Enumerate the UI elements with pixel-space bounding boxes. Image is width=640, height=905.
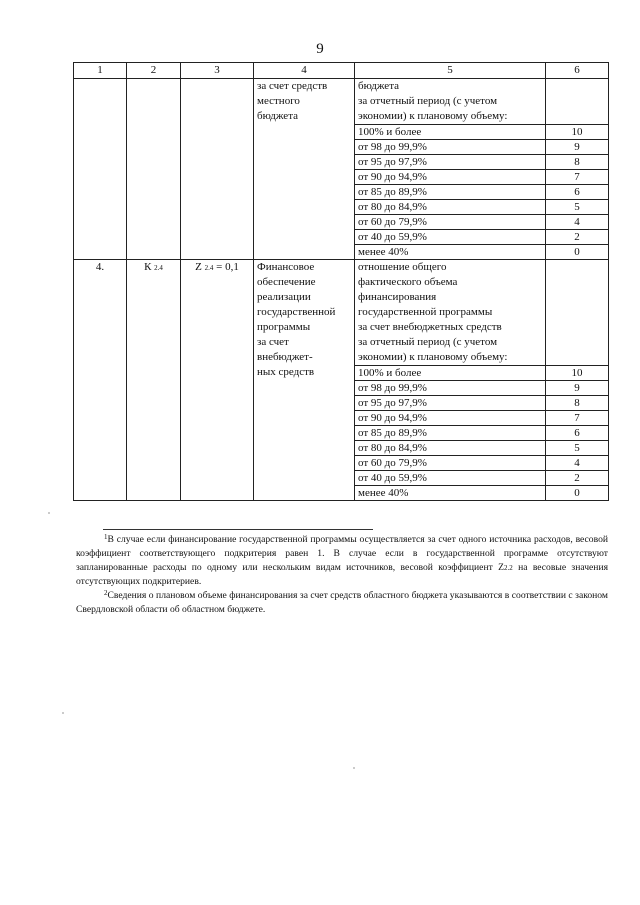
footnote-2-text: Сведения о плановом объеме финансирования за счет средств областного бюджета указываются в соответствии с законом Свердловской области об областном бюджете.	[76, 590, 608, 615]
criterion-name-line: обеспечение	[257, 276, 316, 288]
cell-description	[355, 79, 546, 125]
cell-weight	[181, 260, 254, 501]
cell-number: 4.	[74, 260, 127, 501]
column-header: 3	[181, 63, 254, 79]
footnote-1-marker: 1	[104, 533, 108, 541]
criterion-name-line: реализации	[257, 291, 311, 303]
range-label: от 90 до 94,9%	[355, 170, 546, 185]
footnote-1-text-b: на весовые значения отсутствующих подкритериев.	[76, 562, 608, 587]
range-label: от 80 до 84,9%	[355, 200, 546, 215]
cell-score-empty	[546, 79, 609, 125]
range-score: 9	[546, 381, 609, 396]
criteria-table	[73, 62, 609, 501]
footnote-1-text-a: В случае если финансирование государственной программы осуществляется за счет одного источника расходов, весовой коэффициент соответствующего подкритерия равен 1. В случае если в государственной программе отсутствуют запланированные расходы по одному или нескольким видам источников, весовой коэффициент Z	[76, 534, 608, 573]
weight-main: Z	[195, 261, 202, 273]
code-main: К	[144, 261, 152, 273]
cell-criterion-code	[127, 79, 181, 260]
range-score: 7	[546, 411, 609, 426]
range-score: 8	[546, 396, 609, 411]
criterion-name-line: внебюджет-	[257, 351, 313, 363]
cell-description	[355, 260, 546, 366]
range-label: от 98 до 99,9%	[355, 381, 546, 396]
range-score: 0	[546, 245, 609, 260]
table-row	[74, 260, 609, 366]
range-label: от 80 до 84,9%	[355, 441, 546, 456]
footnote-1	[76, 533, 608, 589]
page-number: 9	[316, 41, 324, 57]
table-row	[74, 79, 609, 125]
criterion-name-line: за счет	[257, 336, 289, 348]
range-label: от 98 до 99,9%	[355, 140, 546, 155]
range-score: 5	[546, 200, 609, 215]
cell-weight	[181, 79, 254, 260]
scan-speck	[62, 712, 64, 714]
scan-speck	[48, 512, 50, 514]
column-header: 5	[355, 63, 546, 79]
weight-value: = 0,1	[216, 261, 239, 273]
cell-score-empty	[546, 260, 609, 366]
range-score: 2	[546, 230, 609, 245]
column-header: 4	[254, 63, 355, 79]
code-subscript: 2.4	[154, 264, 163, 272]
footnote-separator	[103, 529, 373, 530]
range-score: 2	[546, 471, 609, 486]
range-label: от 85 до 89,9%	[355, 426, 546, 441]
cell-criterion-name	[254, 79, 355, 260]
range-label: от 95 до 97,9%	[355, 396, 546, 411]
criterion-name-line: программы	[257, 321, 311, 333]
cell-criterion-name	[254, 260, 355, 501]
footnote-2	[76, 589, 608, 617]
description-line: за счет внебюджетных средств	[358, 321, 502, 333]
range-score: 8	[546, 155, 609, 170]
description-line: за отчетный период (с учетом	[358, 95, 498, 107]
range-label: от 90 до 94,9%	[355, 411, 546, 426]
criterion-name-line: государственной	[257, 306, 336, 318]
cell-number	[74, 79, 127, 260]
description-line: экономии) к плановому объему:	[358, 351, 508, 363]
range-score: 0	[546, 486, 609, 501]
table-header-row	[74, 63, 609, 79]
criterion-name-line: ных средств	[257, 366, 315, 378]
column-header: 1	[74, 63, 127, 79]
range-score: 9	[546, 140, 609, 155]
range-score: 5	[546, 441, 609, 456]
range-label: от 85 до 89,9%	[355, 185, 546, 200]
range-score: 4	[546, 456, 609, 471]
range-label: менее 40%	[355, 245, 546, 260]
description-line: экономии) к плановому объему:	[358, 110, 508, 122]
footnote-1-subscript: 2.2	[503, 564, 513, 572]
range-label: от 60 до 79,9%	[355, 215, 546, 230]
footnotes	[76, 533, 608, 617]
description-line: финансирования	[358, 291, 437, 303]
description-line: отношение общего	[358, 261, 447, 273]
range-label: от 40 до 59,9%	[355, 471, 546, 486]
range-score: 6	[546, 426, 609, 441]
range-score: 10	[546, 366, 609, 381]
range-label: 100% и более	[355, 125, 546, 140]
range-label: менее 40%	[355, 486, 546, 501]
footnote-2-marker: 2	[104, 589, 108, 597]
column-header: 6	[546, 63, 609, 79]
range-score: 6	[546, 185, 609, 200]
range-label: от 60 до 79,9%	[355, 456, 546, 471]
criterion-name-line: бюджета	[257, 110, 299, 122]
criterion-name-line: Финансовое	[257, 261, 315, 273]
weight-subscript: 2.4	[204, 264, 214, 272]
column-header: 2	[127, 63, 181, 79]
description-line: фактического объема	[358, 276, 458, 288]
scan-speck	[353, 767, 355, 769]
range-label: 100% и более	[355, 366, 546, 381]
range-label: от 95 до 97,9%	[355, 155, 546, 170]
range-score: 7	[546, 170, 609, 185]
criterion-name-line: местного	[257, 95, 300, 107]
description-line: за отчетный период (с учетом	[358, 336, 498, 348]
description-line: государственной программы	[358, 306, 493, 318]
range-score: 10	[546, 125, 609, 140]
range-label: от 40 до 59,9%	[355, 230, 546, 245]
description-line: бюджета	[358, 80, 400, 92]
criterion-name-line: за счет средств	[257, 80, 328, 92]
range-score: 4	[546, 215, 609, 230]
cell-criterion-code	[127, 260, 181, 501]
